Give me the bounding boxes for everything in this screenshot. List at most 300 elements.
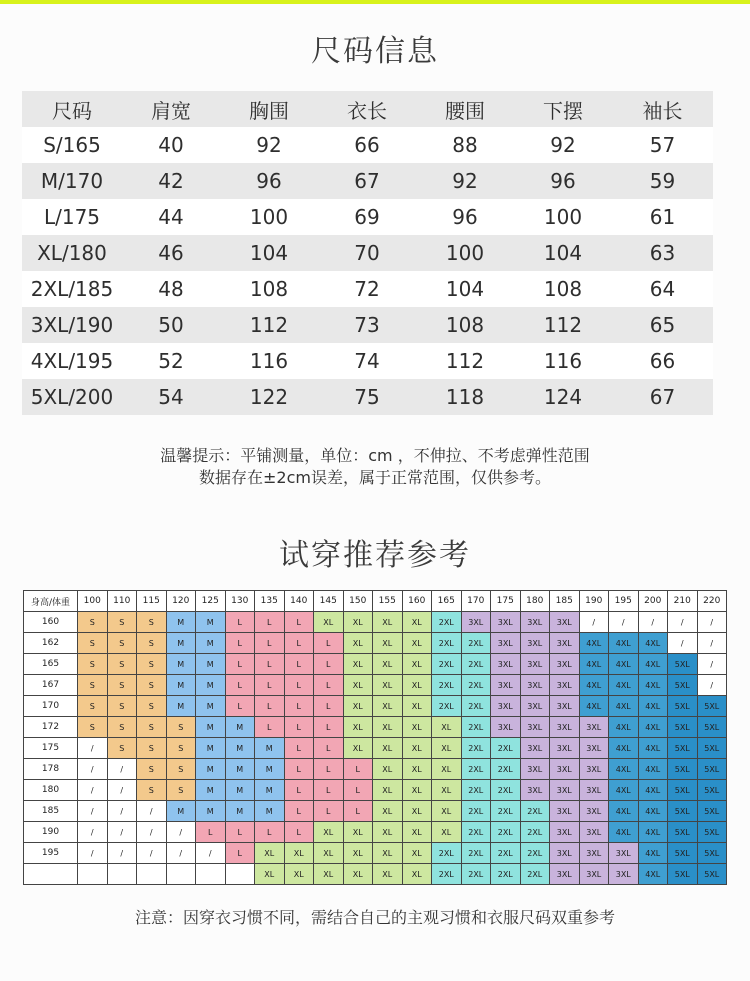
size-row (22, 127, 713, 163)
size-recommend-cell: 4XL (579, 675, 609, 696)
size-cell: 70 (318, 235, 416, 271)
height-label: 175 (24, 738, 78, 759)
size-recommend-cell: / (697, 654, 727, 675)
recommend-title: 试穿推荐参考 (279, 538, 471, 573)
weight-header: 120 (166, 591, 196, 612)
size-recommend-cell: 4XL (609, 738, 639, 759)
size-header-cell: 下摆 (514, 91, 612, 127)
size-row (22, 235, 713, 271)
size-recommend-cell: XL (373, 738, 403, 759)
size-recommend-cell: 3XL (520, 675, 550, 696)
size-recommend-cell: 3XL (550, 759, 580, 780)
size-recommend-cell: M (166, 801, 196, 822)
size-recommend-cell: 4XL (609, 822, 639, 843)
size-recommend-cell (137, 864, 167, 885)
size-recommend-cell: XL (343, 843, 373, 864)
size-recommend-cell: M (196, 654, 226, 675)
size-recommend-cell: XL (402, 801, 432, 822)
size-row (22, 343, 713, 379)
size-recommend-cell: / (579, 612, 609, 633)
recommend-row (24, 864, 727, 885)
size-recommend-cell: L (225, 822, 255, 843)
size-recommend-cell: 3XL (550, 822, 580, 843)
size-recommend-cell: 5XL (668, 696, 698, 717)
size-recommend-cell: 2XL (461, 633, 491, 654)
weight-header: 190 (579, 591, 609, 612)
size-recommend-cell: M (196, 738, 226, 759)
size-recommend-cell: XL (432, 822, 462, 843)
size-cell: 46 (122, 235, 220, 271)
size-recommend-cell: L (225, 633, 255, 654)
size-recommend-cell: 3XL (579, 843, 609, 864)
size-header-cell: 衣长 (318, 91, 416, 127)
size-recommend-cell: S (107, 738, 137, 759)
size-recommend-cell: L (314, 801, 344, 822)
size-recommend-cell: M (225, 717, 255, 738)
size-cell: 67 (612, 379, 713, 415)
size-recommend-cell: 2XL (461, 801, 491, 822)
size-recommend-cell: M (166, 696, 196, 717)
size-recommend-cell: L (255, 675, 285, 696)
size-recommend-cell: L (314, 759, 344, 780)
size-recommend-cell: M (166, 633, 196, 654)
size-recommend-cell: 3XL (520, 738, 550, 759)
size-recommend-cell: 3XL (579, 717, 609, 738)
size-cell: 100 (416, 235, 514, 271)
size-recommend-cell: 2XL (491, 822, 521, 843)
size-recommend-cell: 3XL (550, 780, 580, 801)
size-recommend-cell: 4XL (609, 801, 639, 822)
size-recommend-cell: 3XL (461, 612, 491, 633)
height-label: 178 (24, 759, 78, 780)
size-recommend-cell: / (107, 759, 137, 780)
size-recommend-cell (225, 864, 255, 885)
size-recommend-cell: 2XL (461, 822, 491, 843)
recommend-row (24, 612, 727, 633)
size-recommend-cell: XL (373, 696, 403, 717)
size-recommend-cell: XL (343, 738, 373, 759)
size-recommend-cell: M (196, 801, 226, 822)
size-cell: 92 (416, 163, 514, 199)
size-recommend-cell: XL (402, 612, 432, 633)
size-recommend-cell: 2XL (491, 864, 521, 885)
size-recommend-cell: 2XL (432, 843, 462, 864)
size-recommend-cell: XL (284, 843, 314, 864)
size-recommend-cell: S (78, 612, 108, 633)
size-recommend-cell: M (196, 717, 226, 738)
size-recommend-cell: L (284, 738, 314, 759)
size-recommend-cell: S (166, 780, 196, 801)
size-recommend-cell: L (284, 696, 314, 717)
size-cell: 64 (612, 271, 713, 307)
size-recommend-cell: XL (314, 612, 344, 633)
size-recommend-cell: 3XL (550, 864, 580, 885)
size-recommend-cell: XL (373, 612, 403, 633)
size-recommend-cell: / (107, 843, 137, 864)
size-recommend-cell: / (78, 801, 108, 822)
note-line-2: 数据存在±2cm误差，属于正常范围，仅供参考。 (199, 468, 551, 487)
size-cell: 42 (122, 163, 220, 199)
size-recommend-cell: 2XL (461, 864, 491, 885)
weight-header: 135 (255, 591, 285, 612)
weight-header: 200 (638, 591, 668, 612)
size-recommend-cell: S (107, 612, 137, 633)
size-recommend-cell: XL (402, 696, 432, 717)
size-recommend-cell: S (166, 759, 196, 780)
size-recommend-cell: / (166, 822, 196, 843)
size-recommend-cell: 3XL (491, 675, 521, 696)
recommend-row (24, 780, 727, 801)
size-recommend-cell: 3XL (579, 801, 609, 822)
size-recommend-cell: M (225, 801, 255, 822)
size-cell: 2XL/185 (22, 271, 122, 307)
size-recommend-cell: 5XL (668, 654, 698, 675)
size-recommend-cell: XL (343, 864, 373, 885)
size-recommend-cell: / (137, 822, 167, 843)
size-recommend-cell: 5XL (697, 696, 727, 717)
weight-header: 170 (461, 591, 491, 612)
size-recommend-cell: S (78, 675, 108, 696)
size-recommend-cell: 3XL (520, 759, 550, 780)
size-recommend-cell: XL (343, 654, 373, 675)
height-label: 160 (24, 612, 78, 633)
size-cell: 108 (220, 271, 318, 307)
size-recommend-cell: S (137, 696, 167, 717)
size-recommend-cell: L (255, 822, 285, 843)
size-cell: 104 (416, 271, 514, 307)
size-recommend-cell: / (697, 633, 727, 654)
size-recommend-cell: 4XL (638, 633, 668, 654)
size-recommend-cell: 2XL (461, 843, 491, 864)
size-cell: 116 (514, 343, 612, 379)
size-recommend-cell: 4XL (609, 633, 639, 654)
weight-header: 195 (609, 591, 639, 612)
size-recommend-cell: XL (432, 738, 462, 759)
footer-note: 注意：因穿衣习惯不同，需结合自己的主观习惯和衣服尺码双重参考 (134, 908, 615, 927)
size-recommend-cell: 2XL (432, 633, 462, 654)
size-recommend-cell (196, 864, 226, 885)
size-cell: 69 (318, 199, 416, 235)
size-recommend-cell: L (284, 612, 314, 633)
size-recommend-cell: / (137, 843, 167, 864)
size-recommend-cell: 4XL (638, 780, 668, 801)
size-cell: XL/180 (22, 235, 122, 271)
size-recommend-cell: L (343, 780, 373, 801)
size-recommend-cell: 2XL (491, 843, 521, 864)
size-cell: 48 (122, 271, 220, 307)
size-cell: 65 (612, 307, 713, 343)
weight-header: 165 (432, 591, 462, 612)
size-recommend-cell: XL (314, 843, 344, 864)
size-cell: 122 (220, 379, 318, 415)
size-recommend-cell: 2XL (461, 696, 491, 717)
size-recommend-cell: 3XL (550, 738, 580, 759)
size-recommend-cell: L (314, 780, 344, 801)
size-recommend-cell: XL (255, 843, 285, 864)
size-recommend-cell: S (137, 738, 167, 759)
size-recommend-cell: XL (402, 654, 432, 675)
size-recommend-cell: L (314, 654, 344, 675)
size-recommend-cell: M (255, 759, 285, 780)
size-recommend-cell: / (166, 843, 196, 864)
size-recommend-cell: XL (343, 822, 373, 843)
size-recommend-cell: XL (402, 843, 432, 864)
size-recommend-cell: 3XL (520, 612, 550, 633)
size-recommend-cell: 3XL (491, 654, 521, 675)
size-recommend-cell: S (137, 759, 167, 780)
size-header-cell: 肩宽 (122, 91, 220, 127)
size-recommend-cell: XL (402, 675, 432, 696)
size-recommend-cell: 5XL (697, 801, 727, 822)
size-cell: 108 (514, 271, 612, 307)
size-recommend-cell: 4XL (638, 864, 668, 885)
size-recommend-cell: XL (402, 864, 432, 885)
size-recommend-cell: 3XL (520, 717, 550, 738)
size-recommend-cell: 5XL (697, 822, 727, 843)
size-cell: 104 (514, 235, 612, 271)
weight-header: 155 (373, 591, 403, 612)
size-cell: 66 (612, 343, 713, 379)
height-label: 172 (24, 717, 78, 738)
size-recommend-cell: / (107, 822, 137, 843)
recommend-row (24, 675, 727, 696)
recommend-table-body (24, 591, 727, 885)
size-cell: 104 (220, 235, 318, 271)
size-cell: 74 (318, 343, 416, 379)
size-cell: M/170 (22, 163, 122, 199)
size-cell: 73 (318, 307, 416, 343)
size-cell: 54 (122, 379, 220, 415)
size-recommend-cell: S (107, 654, 137, 675)
size-cell: 116 (220, 343, 318, 379)
size-cell: 100 (514, 199, 612, 235)
size-recommend-cell: 5XL (668, 759, 698, 780)
height-weight-corner: 身高/体重 (24, 591, 78, 612)
size-recommend-cell: XL (373, 675, 403, 696)
size-recommend-cell: XL (343, 612, 373, 633)
size-recommend-cell: L (284, 759, 314, 780)
size-recommend-cell: 3XL (550, 675, 580, 696)
size-recommend-cell: 3XL (579, 738, 609, 759)
size-recommend-cell: 5XL (697, 843, 727, 864)
size-header-cell: 腰围 (416, 91, 514, 127)
size-recommend-cell: 3XL (550, 696, 580, 717)
size-recommend-cell: 3XL (579, 864, 609, 885)
size-header-row (22, 91, 713, 127)
size-cell: 66 (318, 127, 416, 163)
size-recommend-cell: M (166, 675, 196, 696)
weight-header: 125 (196, 591, 226, 612)
size-cell: 72 (318, 271, 416, 307)
size-recommend-cell: 4XL (609, 696, 639, 717)
size-recommend-cell: 4XL (638, 738, 668, 759)
size-recommend-cell: XL (432, 801, 462, 822)
size-recommend-cell: XL (373, 717, 403, 738)
size-recommend-cell: L (255, 633, 285, 654)
weight-header: 160 (402, 591, 432, 612)
size-recommend-cell (78, 864, 108, 885)
size-recommend-cell: 3XL (579, 780, 609, 801)
size-recommend-cell: M (255, 801, 285, 822)
weight-header: 185 (550, 591, 580, 612)
top-accent-bar (0, 0, 750, 4)
size-recommend-cell: 3XL (579, 822, 609, 843)
size-recommend-cell: XL (402, 822, 432, 843)
size-recommend-cell: 5XL (668, 780, 698, 801)
size-recommend-cell: XL (343, 675, 373, 696)
size-recommend-cell: XL (373, 759, 403, 780)
size-recommend-cell: 2XL (520, 801, 550, 822)
size-recommend-cell: L (225, 675, 255, 696)
size-recommend-cell: 4XL (638, 696, 668, 717)
size-row (22, 163, 713, 199)
weight-header: 115 (137, 591, 167, 612)
size-recommend-cell: 3XL (550, 612, 580, 633)
size-cell: 61 (612, 199, 713, 235)
size-recommend-cell: L (314, 717, 344, 738)
size-recommend-cell: 4XL (609, 717, 639, 738)
size-recommend-cell: 4XL (609, 654, 639, 675)
size-recommend-cell: 3XL (520, 780, 550, 801)
size-recommend-cell: XL (314, 822, 344, 843)
size-cell: 3XL/190 (22, 307, 122, 343)
size-recommend-cell: / (196, 843, 226, 864)
size-recommend-cell: S (107, 633, 137, 654)
size-recommend-cell: L (314, 675, 344, 696)
size-recommend-cell: 3XL (520, 696, 550, 717)
size-recommend-cell: S (166, 738, 196, 759)
recommend-row (24, 717, 727, 738)
size-recommend-cell: L (225, 843, 255, 864)
size-recommend-cell: XL (373, 843, 403, 864)
size-row (22, 307, 713, 343)
size-recommend-cell: L (284, 675, 314, 696)
size-recommend-cell: XL (402, 717, 432, 738)
size-recommend-cell: / (697, 675, 727, 696)
size-row (22, 271, 713, 307)
size-row (22, 379, 713, 415)
size-recommend-cell: S (107, 717, 137, 738)
size-cell: 57 (612, 127, 713, 163)
recommend-header-row (24, 591, 727, 612)
size-recommend-cell: / (78, 738, 108, 759)
recommend-row (24, 843, 727, 864)
size-recommend-cell: XL (343, 717, 373, 738)
size-recommend-cell: L (284, 822, 314, 843)
size-recommend-cell: S (107, 696, 137, 717)
size-recommend-cell: M (225, 738, 255, 759)
size-row (22, 199, 713, 235)
size-recommend-cell: 2XL (461, 738, 491, 759)
size-recommend-cell: S (137, 612, 167, 633)
size-recommend-cell: M (255, 738, 285, 759)
size-recommend-cell: XL (402, 738, 432, 759)
recommend-row (24, 822, 727, 843)
size-cell: 96 (514, 163, 612, 199)
size-recommend-cell: L (284, 717, 314, 738)
size-recommend-cell: L (343, 759, 373, 780)
size-recommend-cell: 5XL (697, 759, 727, 780)
height-label: 165 (24, 654, 78, 675)
size-recommend-cell: 5XL (697, 717, 727, 738)
size-recommend-cell: / (638, 612, 668, 633)
size-cell: 100 (220, 199, 318, 235)
size-recommend-cell: 5XL (668, 738, 698, 759)
size-header-cell: 尺码 (22, 91, 122, 127)
weight-header: 180 (520, 591, 550, 612)
size-recommend-cell: 2XL (432, 612, 462, 633)
size-recommend-cell: 3XL (609, 864, 639, 885)
weight-header: 145 (314, 591, 344, 612)
note-line-1: 温馨提示：平铺测量，单位：cm ，不伸拉、不考虑弹性范围 (160, 446, 590, 465)
size-recommend-cell: 5XL (668, 675, 698, 696)
size-recommend-cell: M (196, 675, 226, 696)
size-recommend-cell: XL (343, 633, 373, 654)
size-recommend-cell: / (78, 759, 108, 780)
size-cell: 88 (416, 127, 514, 163)
weight-header: 150 (343, 591, 373, 612)
height-label: 195 (24, 843, 78, 864)
size-recommend-cell: XL (373, 633, 403, 654)
size-recommend-cell: 4XL (579, 654, 609, 675)
size-recommend-cell: 2XL (520, 864, 550, 885)
recommend-table (23, 590, 727, 885)
size-recommend-cell: 3XL (491, 717, 521, 738)
size-recommend-cell: XL (402, 633, 432, 654)
size-recommend-cell: 4XL (638, 843, 668, 864)
size-recommend-cell: M (196, 759, 226, 780)
height-label: 185 (24, 801, 78, 822)
size-recommend-cell: M (196, 633, 226, 654)
size-recommend-cell: 4XL (579, 633, 609, 654)
size-recommend-cell: S (137, 780, 167, 801)
size-recommend-cell: 5XL (697, 864, 727, 885)
size-recommend-cell: 5XL (697, 780, 727, 801)
size-recommend-cell: S (107, 675, 137, 696)
size-recommend-cell: XL (314, 864, 344, 885)
size-recommend-cell: XL (373, 654, 403, 675)
size-recommend-cell: L (343, 801, 373, 822)
size-recommend-cell: 2XL (432, 696, 462, 717)
size-recommend-cell: 4XL (638, 801, 668, 822)
size-info-title: 尺码信息 (311, 34, 439, 69)
weight-header: 220 (697, 591, 727, 612)
size-recommend-cell: L (314, 633, 344, 654)
size-recommend-cell: M (196, 612, 226, 633)
size-recommend-cell: 4XL (638, 822, 668, 843)
size-cell: 5XL/200 (22, 379, 122, 415)
size-recommend-cell: 4XL (638, 675, 668, 696)
size-cell: 50 (122, 307, 220, 343)
size-cell: 112 (416, 343, 514, 379)
size-recommend-cell: / (668, 612, 698, 633)
size-recommend-cell: 3XL (520, 633, 550, 654)
size-recommend-cell: 2XL (520, 843, 550, 864)
measurement-note (0, 445, 750, 489)
weight-header: 140 (284, 591, 314, 612)
size-cell: 52 (122, 343, 220, 379)
recommend-row (24, 738, 727, 759)
size-recommend-cell: / (609, 612, 639, 633)
size-recommend-cell: S (137, 654, 167, 675)
size-cell: 96 (416, 199, 514, 235)
size-recommend-cell: XL (373, 801, 403, 822)
size-recommend-cell: 2XL (432, 654, 462, 675)
size-recommend-cell: / (137, 801, 167, 822)
size-recommend-cell: 3XL (550, 633, 580, 654)
recommend-row (24, 759, 727, 780)
size-recommend-cell: S (166, 717, 196, 738)
